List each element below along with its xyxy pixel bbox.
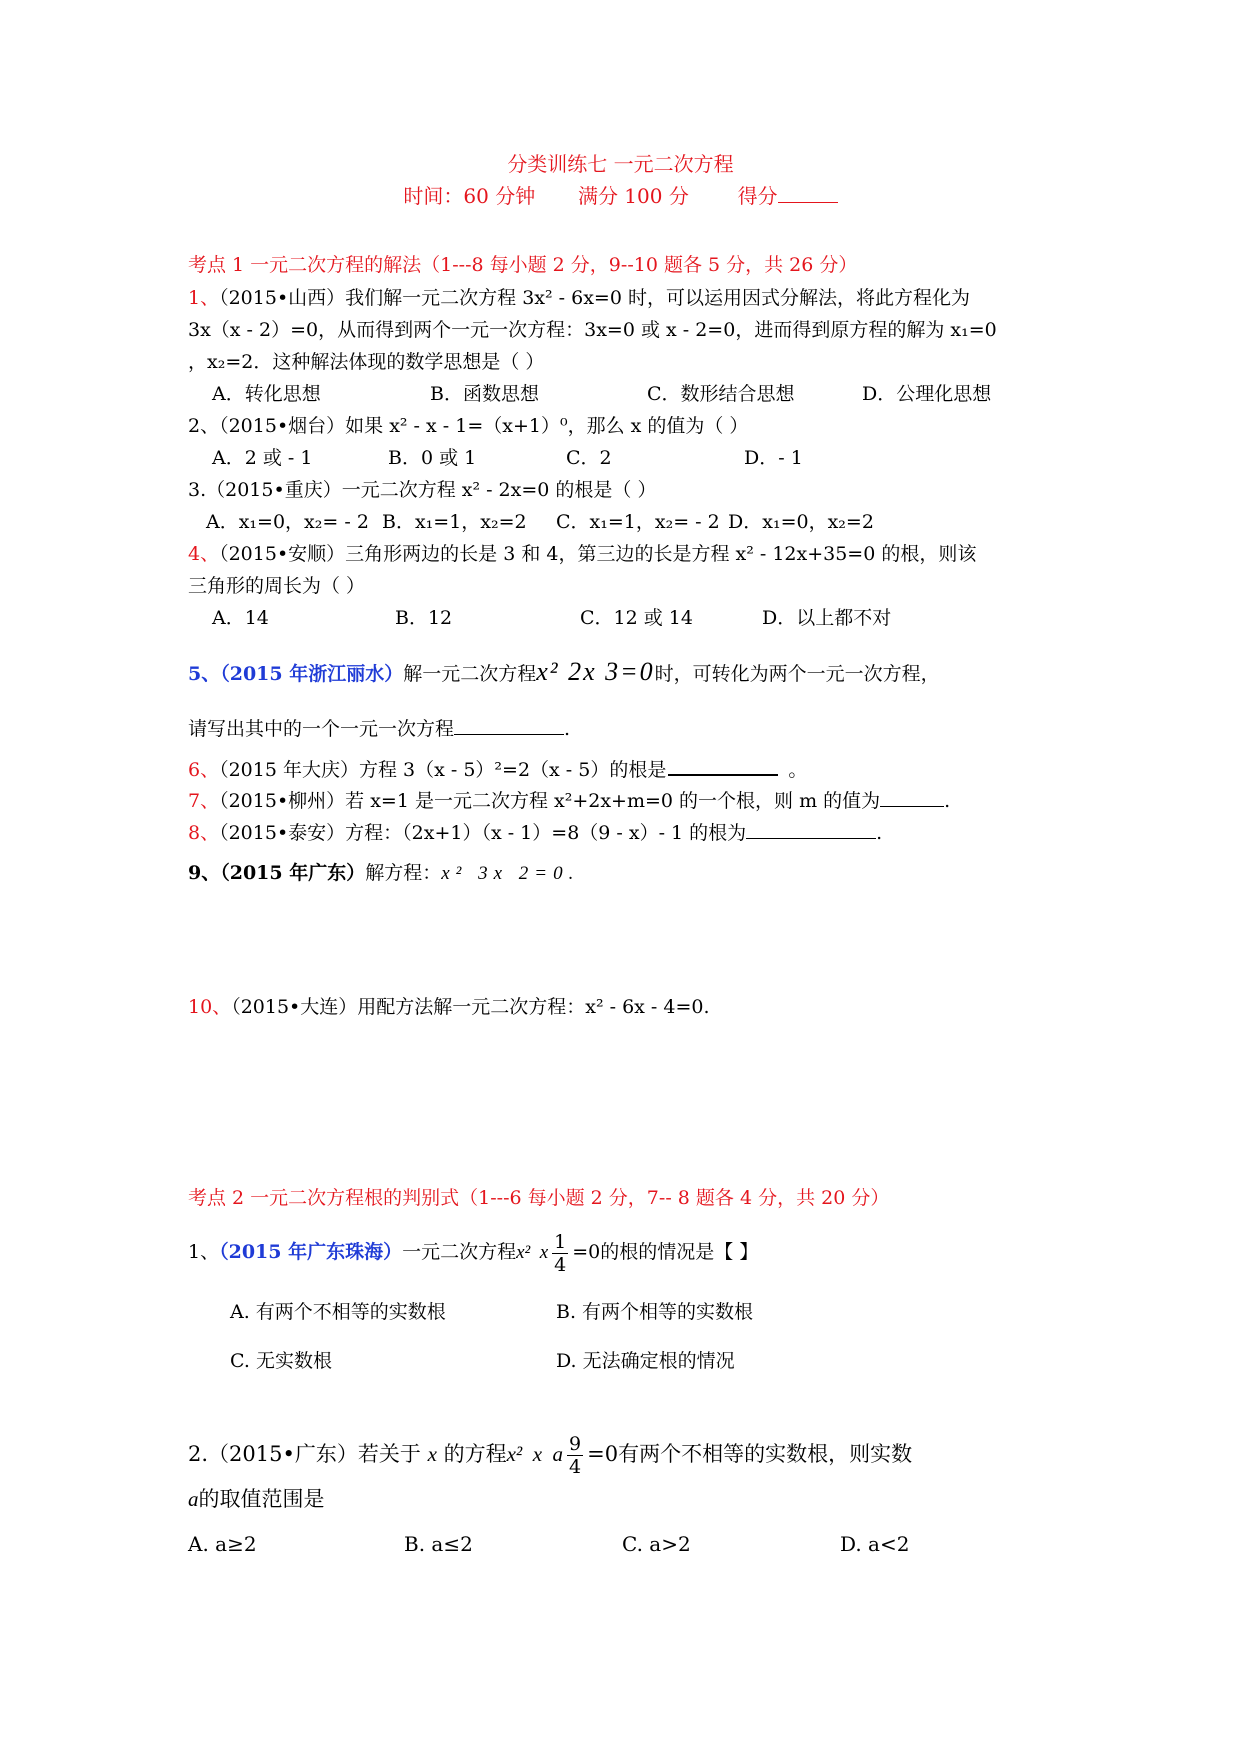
s1-q8-number: 8、 xyxy=(188,822,220,844)
s1-q4-option-a[interactable]: A．14 xyxy=(212,607,269,629)
s1-q6-line xyxy=(188,756,807,782)
s1-q2-text: 2、（2015•烟台）如果 x² - x - 1=（x+1）⁰，那么 x 的值为（ ） xyxy=(188,415,749,437)
s1-q2-option-a[interactable]: A．2 或 - 1 xyxy=(212,447,313,469)
s1-q9-label: 9、（2015 年广东） xyxy=(188,862,366,884)
s2-q1-option-c[interactable]: C. 无实数根 xyxy=(230,1350,332,1372)
s1-q8-line xyxy=(188,820,882,845)
section1-heading: 考点 1 一元二次方程的解法（1---8 每小题 2 分，9--10 题各 5 分，共 26 分） xyxy=(188,254,858,276)
time-label: 时间：60 分钟 xyxy=(403,184,536,208)
s2-q1-text-a: 一元二次方程 xyxy=(402,1241,517,1263)
section2-heading: 考点 2 一元二次方程根的判别式（1---6 每小题 2 分，7-- 8 题各 4 分，共 20 分） xyxy=(188,1187,890,1209)
s2-q1-eq-left: x² x xyxy=(516,1242,549,1263)
s1-q6-answer-blank[interactable] xyxy=(668,756,778,776)
s1-q1-option-d[interactable]: D．公理化思想 xyxy=(862,383,992,405)
s1-q7-text: （2015•柳州）若 x=1 是一元二次方程 x²+2x+m=0 的一个根，则 m 的值为 xyxy=(219,790,881,812)
s1-q3-text: 3.（2015•重庆）一元二次方程 x² - 2x=0 的根是（ ） xyxy=(188,479,657,501)
s1-q4-option-c[interactable]: C．12 或 14 xyxy=(580,607,693,629)
s1-q4-number: 4、 xyxy=(188,543,220,565)
s2-q2-option-a[interactable]: A. a≥2 xyxy=(188,1532,257,1556)
s2-q2-text-a: 2.（2015•广东）若关于 xyxy=(188,1442,421,1466)
s1-q4-option-b[interactable]: B．12 xyxy=(395,607,453,629)
s1-q4-option-d[interactable]: D．以上都不对 xyxy=(762,607,892,629)
s1-q2-option-c[interactable]: C．2 xyxy=(566,447,612,469)
s1-q3-option-a[interactable]: A．x₁=0，x₂= - 2 xyxy=(206,511,369,533)
s1-q6-number: 6、 xyxy=(188,759,220,781)
s1-q10-number: 10、 xyxy=(188,996,232,1018)
s1-q5-answer-blank[interactable] xyxy=(454,716,564,735)
s2-q2-text-c: 有两个不相等的实数根，则实数 xyxy=(618,1442,913,1466)
s2-q2-line2 xyxy=(188,1487,325,1511)
s1-q5-text-b: 时，可转化为两个一元一次方程， xyxy=(654,663,940,685)
s2-q2-option-c[interactable]: C. a>2 xyxy=(622,1532,691,1556)
s2-q1-frac-num: 1 xyxy=(554,1230,567,1253)
s2-q1-eq-right: =0 xyxy=(572,1241,601,1263)
s2-q2-text-b: 的方程 xyxy=(443,1442,507,1466)
s2-q1-option-d[interactable]: D. 无法确定根的情况 xyxy=(556,1350,735,1372)
s1-q6-text: （2015 年大庆）方程 3（x - 5）²=2（x - 5）的根是 xyxy=(219,759,667,781)
s2-q2-frac-num: 9 xyxy=(569,1433,582,1455)
s1-q5-line1 xyxy=(188,657,940,686)
s1-q6-tail: 。 xyxy=(788,759,808,781)
s1-q5-source: （2015 年浙江丽水） xyxy=(220,663,404,685)
s2-q2-line1 xyxy=(188,1430,912,1478)
s1-q9-line xyxy=(188,861,579,886)
s1-q1-line3: ，x₂=2．这种解法体现的数学思想是（ ） xyxy=(188,351,545,373)
s1-q5-text-a: 解一元二次方程 xyxy=(403,663,537,685)
page-subtitle xyxy=(0,184,1241,208)
s1-q3-option-d[interactable]: D．x₁=0，x₂=2 xyxy=(728,511,874,533)
s1-q1-number: 1、 xyxy=(188,287,220,309)
s1-q2-option-d[interactable]: D．- 1 xyxy=(744,447,803,469)
s1-q7-answer-blank[interactable] xyxy=(880,788,944,807)
full-score-label: 满分 100 分 xyxy=(577,184,689,208)
page-title: 分类训练七 一元二次方程 xyxy=(507,152,734,176)
s2-q1-frac-den: 4 xyxy=(554,1253,567,1276)
s1-q5-line2: 请写出其中的一个一元一次方程 . xyxy=(188,718,571,740)
s1-q1-text1: （2015•山西）我们解一元二次方程 3x² - 6x=0 时，可以运用因式分解法，将此方程化为 xyxy=(219,287,970,309)
s2-q1-text-b: 的根的情况是【 】 xyxy=(600,1241,759,1263)
s1-q3-option-c[interactable]: C．x₁=1，x₂= - 2 xyxy=(556,511,720,533)
score-blank[interactable] xyxy=(778,184,838,203)
s2-q2-eq-left: x² x a xyxy=(506,1442,564,1466)
s2-q1-option-a[interactable]: A. 有两个不相等的实数根 xyxy=(230,1301,446,1323)
s2-q2-text2: 的取值范围是 xyxy=(198,1487,325,1511)
s1-q2-option-b[interactable]: B．0 或 1 xyxy=(388,447,477,469)
s1-q7-tail: . xyxy=(944,790,951,812)
s1-q4-line2: 三角形的周长为（ ） xyxy=(188,575,366,597)
s1-q1-option-a[interactable]: A．转化思想 xyxy=(212,383,321,405)
s1-q10-text: （2015•大连）用配方法解一元二次方程：x² - 6x - 4=0. xyxy=(231,996,710,1018)
s1-q5-text2: 请写出其中的一个一元一次方程 xyxy=(188,718,455,740)
s2-q1-fraction xyxy=(552,1231,568,1276)
s1-q8-answer-blank[interactable] xyxy=(746,820,876,839)
s1-q7-number: 7、 xyxy=(188,790,220,812)
s2-q1-option-b[interactable]: B. 有两个相等的实数根 xyxy=(556,1301,754,1323)
s1-q9-equation: x² 3x 2=0. xyxy=(441,863,580,884)
s2-q2-frac-den: 4 xyxy=(569,1456,582,1478)
s1-q3-option-b[interactable]: B．x₁=1，x₂=2 xyxy=(382,511,527,533)
s2-q2-var-a: a xyxy=(188,1487,199,1511)
s2-q2-option-b[interactable]: B. a≤2 xyxy=(404,1532,473,1556)
s1-q10-line xyxy=(188,995,710,1019)
s1-q1-option-b[interactable]: B．函数思想 xyxy=(430,383,539,405)
s2-q1-line xyxy=(188,1228,758,1276)
s1-q7-line xyxy=(188,788,950,813)
s1-q1-line2: 3x（x - 2）=0，从而得到两个一元一次方程：3x=0 或 x - 2=0，进而得到原方程的解为 x₁=0 xyxy=(188,319,997,341)
s1-q8-tail: . xyxy=(876,822,883,844)
s2-q1-number: 1、 xyxy=(188,1241,220,1263)
s1-q1-line1 xyxy=(188,286,970,310)
s2-q1-source: （2015 年广东珠海） xyxy=(219,1241,403,1263)
s1-q1-option-c[interactable]: C．数形结合思想 xyxy=(647,383,795,405)
s2-q2-var-x: x xyxy=(427,1442,437,1466)
s1-q4-text1: （2015•安顺）三角形两边的长是 3 和 4，第三边的长是方程 x² - 12x+35=0 的根，则该 xyxy=(219,543,977,565)
s1-q4-line1 xyxy=(188,542,976,566)
s1-q5-equation: x² 2x 3=0 xyxy=(536,657,655,686)
s1-q5-number: 5、 xyxy=(188,663,221,685)
s2-q2-eq-right: =0 xyxy=(587,1442,619,1466)
s2-q2-option-d[interactable]: D. a<2 xyxy=(840,1532,910,1556)
s1-q8-text: （2015•泰安）方程：（2x+1）（x - 1）=8（9 - x）- 1 的根为 xyxy=(219,822,747,844)
s2-q2-fraction xyxy=(567,1433,583,1478)
s1-q9-text: 解方程： xyxy=(365,862,442,884)
score-label: 得分 xyxy=(737,184,778,208)
